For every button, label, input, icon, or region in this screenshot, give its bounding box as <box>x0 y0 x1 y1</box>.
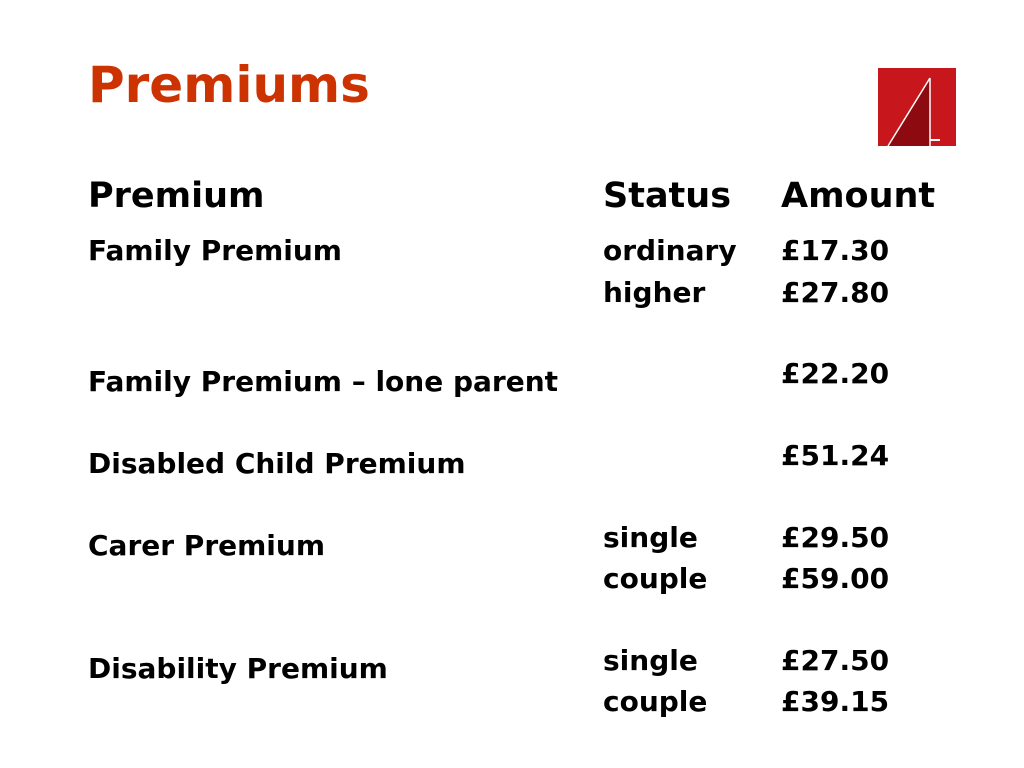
premium-status: single <box>603 644 698 677</box>
premium-amount: £39.15 <box>781 685 890 718</box>
column-header-premium: Premium <box>88 176 265 216</box>
column-header-status: Status <box>603 176 732 216</box>
premium-amount: £51.24 <box>781 439 890 472</box>
premium-status: higher <box>603 276 706 309</box>
premium-status: single <box>603 521 698 554</box>
premium-name: Family Premium – lone parent <box>88 365 559 398</box>
premium-name: Disability Premium <box>88 652 388 685</box>
premium-amount: £27.80 <box>781 276 890 309</box>
premium-amount: £59.00 <box>781 562 890 595</box>
premium-status: ordinary <box>603 234 737 267</box>
premium-amount: £22.20 <box>781 357 890 390</box>
premium-name: Disabled Child Premium <box>88 447 466 480</box>
page-title: Premiums <box>88 56 370 114</box>
red-square-triangle-logo <box>878 68 956 146</box>
premium-amount: £27.50 <box>781 644 890 677</box>
premium-name: Family Premium <box>88 234 342 267</box>
premium-name: Carer Premium <box>88 529 326 562</box>
premium-status: couple <box>603 562 708 595</box>
premium-amount: £17.30 <box>781 234 890 267</box>
premium-status: couple <box>603 685 708 718</box>
column-header-amount: Amount <box>781 176 936 216</box>
premium-amount: £29.50 <box>781 521 890 554</box>
